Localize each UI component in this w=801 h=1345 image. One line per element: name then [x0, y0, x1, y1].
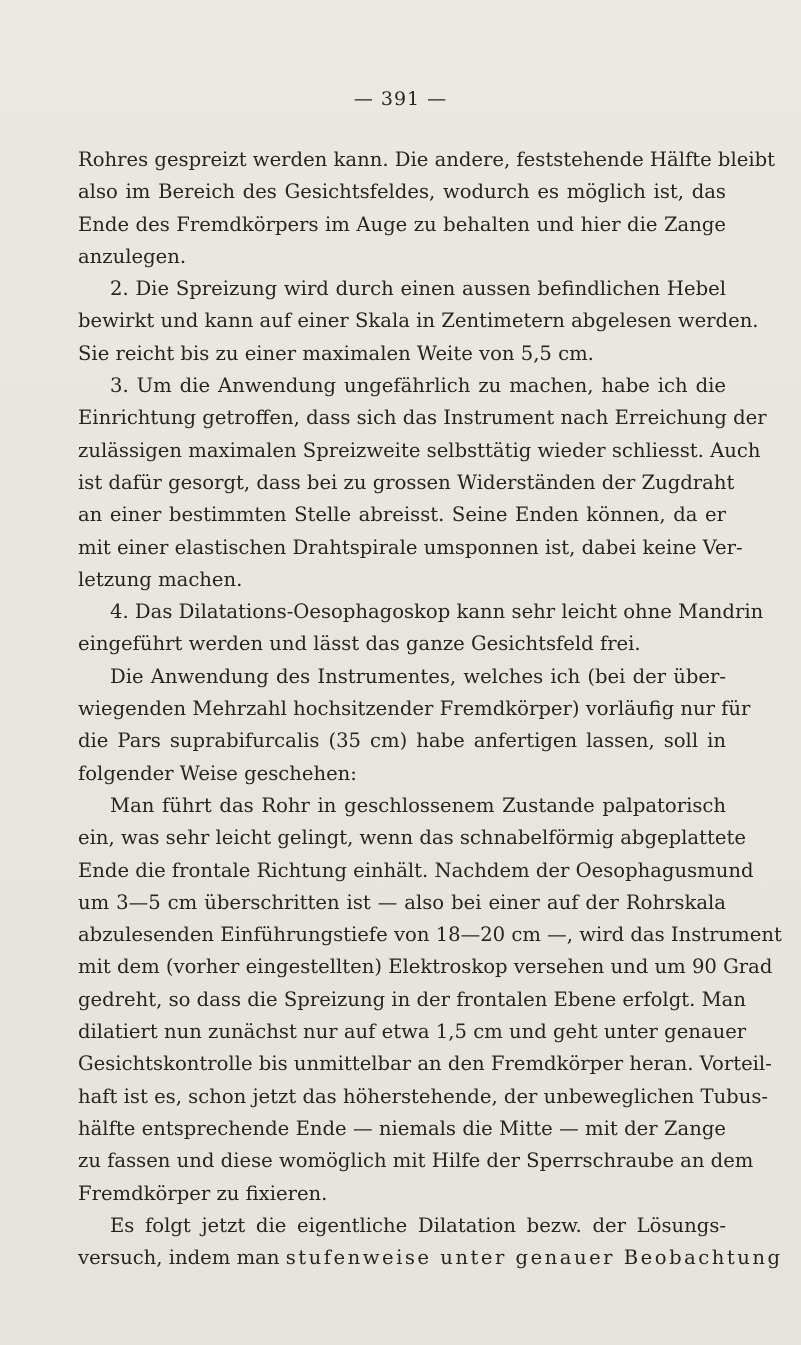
- page-number: — 391 —: [353, 88, 448, 110]
- text-line: ist dafür gesorgt, dass bei zu grossen Widerständen der Zugdraht: [78, 470, 735, 494]
- final-line-spaced-emphasis: stufenweise unter genauer Beobachtung: [285, 1246, 783, 1270]
- body-text: [78, 144, 783, 1274]
- text-line: Rohres gespreizt werden kann. Die andere, feststehende Hälfte bleibt: [78, 148, 776, 171]
- text-line: Fremdkörper zu fixieren.: [78, 1181, 328, 1205]
- text-line: hälfte entsprechende Ende — niemals die Mitte — mit der Zange: [78, 1116, 726, 1140]
- text-line: 3. Um die Anwendung ungefährlich zu machen, habe ich die: [110, 374, 726, 398]
- text-line: 4. Das Dilatations-Oesophagoskop kann sehr leicht ohne Mandrin: [110, 600, 764, 624]
- final-line-lead: versuch, indem man: [78, 1246, 280, 1270]
- text-line: letzung machen.: [78, 567, 243, 591]
- text-line: 2. Die Spreizung wird durch einen aussen befindlichen Hebel: [110, 277, 726, 301]
- text-line: mit einer elastischen Drahtspirale umsponnen ist, dabei keine Ver-: [78, 535, 743, 559]
- text-line: Es folgt jetzt die eigentliche Dilatation bezw. der Lösungs-: [110, 1213, 726, 1237]
- text-line-final: [78, 1242, 783, 1274]
- text-line: Gesichtskontrolle bis unmittelbar an den Fremdkörper heran. Vorteil-: [78, 1052, 772, 1076]
- text-line: Einrichtung getroffen, dass sich das Instrument nach Erreichung der: [78, 406, 767, 430]
- text-line: Die Anwendung des Instrumentes, welches ich (bei der über-: [110, 664, 726, 688]
- text-line: also im Bereich des Gesichtsfeldes, wodurch es möglich ist, das: [78, 180, 726, 204]
- text-line: anzulegen.: [78, 244, 187, 268]
- text-line: Ende die frontale Richtung einhält. Nachdem der Oesophagusmund: [78, 858, 754, 882]
- text-line: wiegenden Mehrzahl hochsitzender Fremdkörper) vorläufig nur für: [78, 697, 751, 721]
- text-line: folgender Weise geschehen:: [78, 761, 357, 785]
- text-line: dilatiert nun zunächst nur auf etwa 1,5 cm und geht unter genauer: [78, 1020, 747, 1044]
- text-line: um 3—5 cm überschritten ist — also bei einer auf der Rohrskala: [78, 890, 726, 914]
- text-line: gedreht, so dass die Spreizung in der frontalen Ebene erfolgt. Man: [78, 987, 746, 1011]
- text-line: abzulesenden Einführungstiefe von 18—20 cm —, wird das Instrument: [78, 923, 782, 947]
- text-line: zulässigen maximalen Spreizweite selbsttätig wieder schliesst. Auch: [78, 438, 761, 462]
- text-line: mit dem (vorher eingestellten) Elektroskop versehen und um 90 Grad: [78, 955, 773, 979]
- text-line: ein, was sehr leicht gelingt, wenn das schnabelförmig abgeplattete: [78, 826, 746, 850]
- text-line: an einer bestimmten Stelle abreisst. Seine Enden können, da er: [78, 503, 726, 527]
- text-line: bewirkt und kann auf einer Skala in Zentimetern abgelesen werden.: [78, 309, 759, 333]
- text-line: Man führt das Rohr in geschlossenem Zustande palpatorisch: [110, 793, 726, 817]
- text-line: haft ist es, schon jetzt das höherstehende, der unbeweglichen Tubus-: [78, 1084, 769, 1108]
- text-line: zu fassen und diese womöglich mit Hilfe der Sperrschraube an dem: [78, 1149, 754, 1173]
- text-line: Ende des Fremdkörpers im Auge zu behalten und hier die Zange: [78, 212, 726, 236]
- text-line: Sie reicht bis zu einer maximalen Weite von 5,5 cm.: [78, 341, 594, 365]
- text-line: eingeführt werden und lässt das ganze Gesichtsfeld frei.: [78, 632, 641, 656]
- text-line: die Pars suprabifurcalis (35 cm) habe anfertigen lassen, soll in: [78, 729, 726, 753]
